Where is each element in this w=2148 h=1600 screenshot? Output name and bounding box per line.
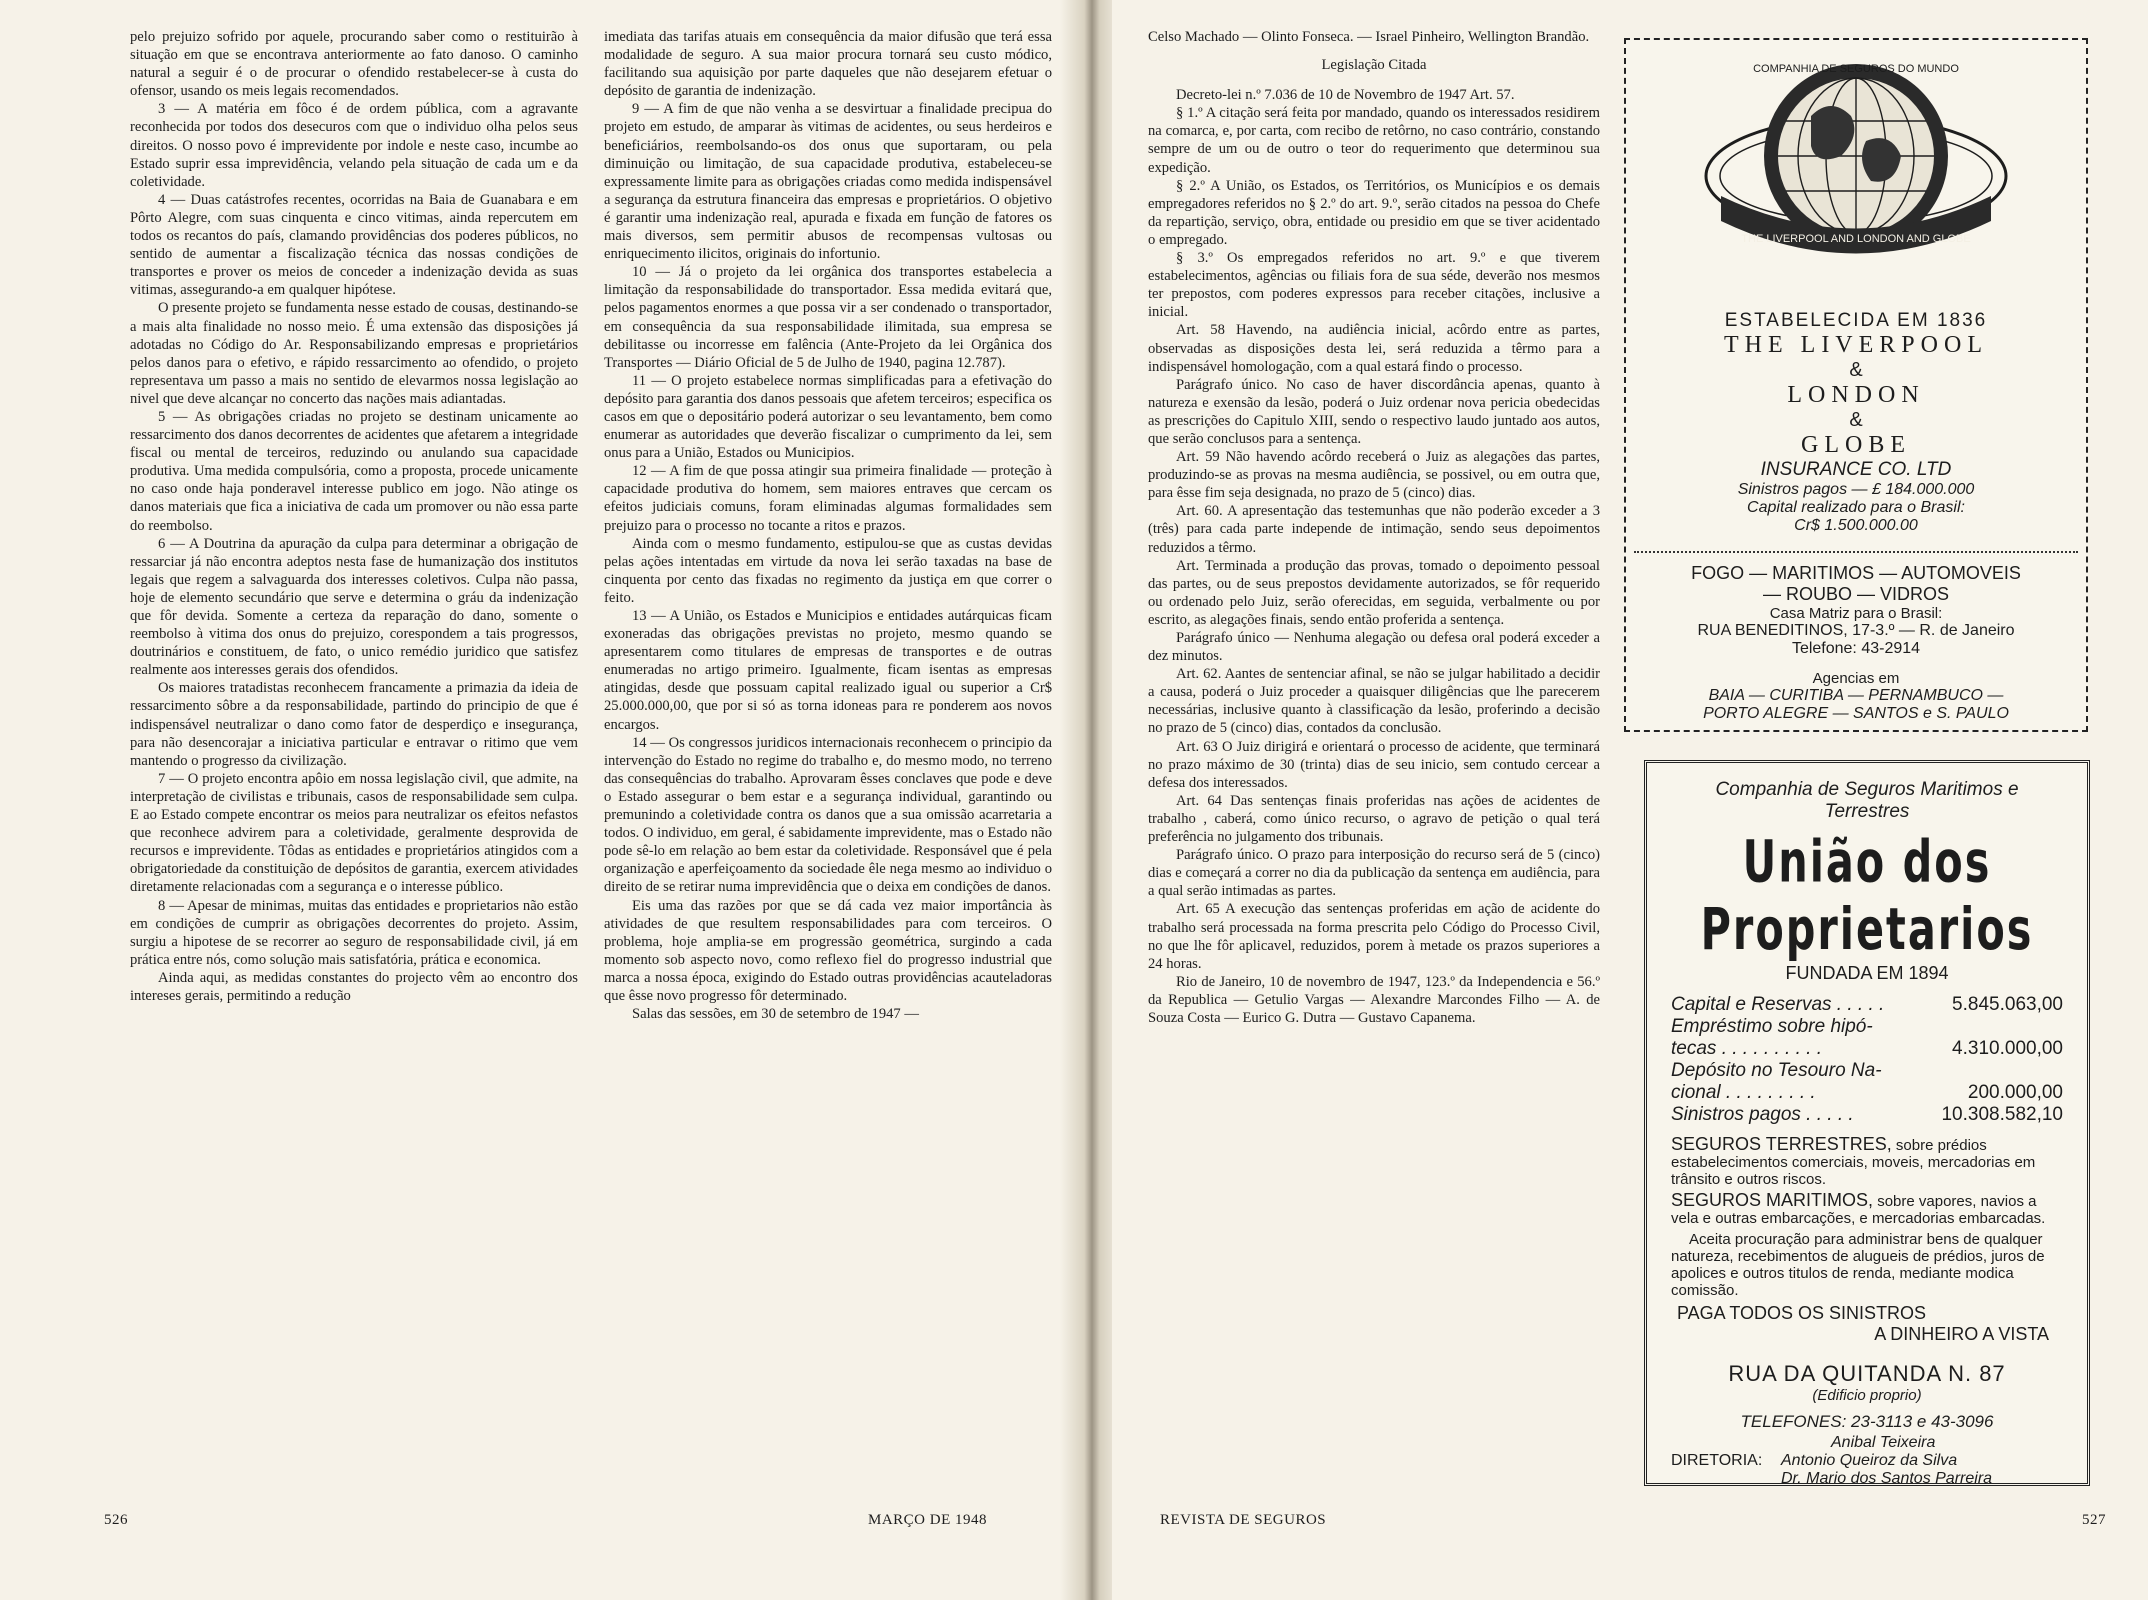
paragraph: 3 — A matéria em fôco é de ordem pública, com a agravante reconhecida por todos dos desecuros com que o individuo olha pelos seus direitos. O nosso povo é imprevidente por indole e neste caso, incumbe ao Estado suprir essa imprevidência, velando pela situação de cada um e da coletividade. bbox=[130, 101, 578, 190]
lines-of-business-1: FOGO — MARITIMOS — AUTOMOVEIS bbox=[1691, 563, 2021, 583]
paragraph: Ainda com o mesmo fundamento, estipulou-se que as custas devidas pelas ações intentadas em virtude da nova lei serão taxadas na base de cinquenta por cento das fixadas no regimento da justiça em que correr o feito. bbox=[604, 535, 1052, 606]
street-address: RUA DA QUITANDA N. 87 bbox=[1728, 1361, 2006, 1386]
company-type: INSURANCE CO. LTD bbox=[1760, 459, 1952, 480]
phones: TELEFONES: 23-3113 e 43-3096 bbox=[1740, 1412, 1994, 1431]
financial-value: 5.845.063,00 bbox=[1952, 994, 2063, 1015]
telephone: Telefone: 43-2914 bbox=[1791, 640, 1921, 657]
financial-row bbox=[1671, 1016, 2063, 1038]
globe-ribbon-top: COMPANHIA DE SEGUROS DO MUNDO bbox=[1753, 63, 1959, 75]
board-label: DIRETORIA: bbox=[1671, 1452, 1763, 1469]
law-paragraph: Art. 64 Das sentenças finais proferidas nas ações de acidentes de trabalho , caberá, como único recurso, o agravo de petição o qual terá preferência no julgamento dos tribunais. bbox=[1148, 792, 1600, 846]
financial-row bbox=[1671, 1038, 2063, 1060]
financial-label: Sinistros pagos . . . . . bbox=[1671, 1104, 1854, 1125]
ampersand-1: & bbox=[1849, 359, 1863, 381]
law-paragraph: Art. Terminada a produção das provas, tomado o depoimento pessoal das partes, ou de seus prepostos devidamente autorizados, se fôr requerido ou ordenado pelo Juiz, serão oferecidas, em seguida, verbalmente ou por escrito, as alegações finais, sendo então proferida a sentença. bbox=[1148, 557, 1600, 628]
building-note: (Edificio proprio) bbox=[1812, 1387, 1922, 1404]
law-paragraph: § 2.º A União, os Estados, os Territórios, os Municípios e os demais empregadores referidos no § 2.º do art. 9.º, serão citados na pessoa do Chefe da repartição, serviço, obra, entidade ou presidio em que se tiver acidentado o empregado. bbox=[1148, 177, 1600, 248]
agency-cities-1: BAIA — CURITIBA — PERNAMBUCO — bbox=[1708, 687, 2004, 704]
section-title: Legislação Citada bbox=[1321, 57, 1427, 74]
financial-value: 200.000,00 bbox=[1967, 1082, 2063, 1103]
ampersand-2: & bbox=[1849, 409, 1863, 431]
financial-label: tecas . . . . . . . . . . bbox=[1671, 1038, 1822, 1059]
paragraph: 9 — A fim de que não venha a se desvirtuar a finalidade precipua do projeto em estudo, de amparar às vitimas de acidentes, ou seus herdeiros e beneficiários, reembolsando-os dos onus que suportaram, ou pela diminuição ou limitação, de sua capacidade produtiva, estabeleceu-se expressamente limite para as obrigações criadas como medida indispensável a segurança da estrutura financeira das empresas e proprietários. O objetivo é garantir uma indenização real, apurada e fixada em função de fatores os mais diversos, sem permitir abusos de recompensas vultosas ou enriquecimento ilicitos, originais do infortunio. bbox=[604, 101, 1052, 263]
law-paragraph: Art. 63 O Juiz dirigirá e orientará o processo de acidente, que terminará no prazo máximo de 30 (trinta) dias de seu inicio, sem contudo cercear a defesa dos interessados. bbox=[1148, 738, 1600, 791]
uniao-ad bbox=[1644, 760, 2090, 1486]
left-column-1 bbox=[130, 28, 578, 1005]
paragraph: 10 — Já o projeto da lei orgânica dos transportes estabelecia a limitação da responsabilidade do transportador. Essa medida evitará que, pelos pagamentos enormes a que possa vir a ser condenado o transportador, em consequência da sua responsabilidade ilimitada, sua empresa se debilitasse ou incorresse em falência (Ante-Projeto da lei Orgânica dos Transportes — Diário Oficial de 5 de Julho de 1940, pagina 12.787). bbox=[604, 264, 1052, 371]
financial-label: cional . . . . . . . . . bbox=[1671, 1082, 1816, 1103]
law-paragraph: Art. 62. Aantes de sentenciar afinal, se não se julgar habilitado a decidir a causa, poderá o Juiz proceder a quaisquer diligências que lhe parecerem necessárias, inclusive quanto à classificação da lesão, proferindo a decisão no prazo de 5 (cinco) dias, contados da conclusão. bbox=[1148, 666, 1600, 737]
financial-row bbox=[1671, 1082, 2063, 1104]
terrestres-heading: SEGUROS TERRESTRES, bbox=[1671, 1134, 1892, 1154]
law-paragraph: Art. 58 Havendo, na audiência inicial, acôrdo entre as partes, observadas as disposições desta lei, será reduzida a têrmo para a indispensável homologação, com a qual estará findo o processo. bbox=[1148, 322, 1600, 375]
running-header: REVISTA DE SEGUROS bbox=[1160, 1512, 1327, 1528]
financial-label: Depósito no Tesouro Na- bbox=[1671, 1060, 1882, 1081]
director-2: Antonio Queiroz da Silva bbox=[1781, 1452, 1958, 1469]
paragraph: Eis uma das razões por que se dá cada vez maior importância às atividades de que resultem responsabilidades para com terceiros. O problema, hoje amplia-se em progressão geométrica, surgindo a cada momento sob aspecto novo, como reflexo fiel do progresso industrial que marca a nossa época, exigindo do Estado outras providências acauteladoras que êsse novo progresso fôr determinado. bbox=[604, 897, 1052, 1004]
law-paragraph: § 3.º Os empregados referidos no art. 9.º e que tiverem estabelecimentos, agências ou filiais fora de sua séde, deverão nos mesmos ter prepostos, com poderes expressos para receber citações, inclusive a inicial. bbox=[1148, 250, 1600, 321]
footer-date: MARÇO DE 1948 bbox=[868, 1512, 988, 1528]
paragraph: 13 — A União, os Estados e Municipios e entidades autárquicas ficam exoneradas das obrigações previstas no projeto, mesmo quando se apresentarem como titulares de empresas de transportes e de outras enumeradas no artigo primeiro. Igualmente, ficam isentas as empresas atingidas, desde que possuam capital realizado igual ou superior a Cr$ 25.000.000,00, que por si só as torna idoneas para re ponderem aos novos encargos. bbox=[604, 608, 1052, 733]
paragraph: Ainda aqui, as medidas constantes do projecto vêm ao encontro dos intereses gerais, permitindo a redução bbox=[130, 969, 578, 1004]
paragraph: 12 — A fim de que possa atingir sua primeira finalidade — proteção à capacidade produtiva do homem, sem maiores entraves que cercam os efeitos judiciais comuns, foram eliminadas algumas formalidades sem prejuizo para o processo no tocante a ritos e prazos. bbox=[604, 463, 1052, 534]
left-page bbox=[0, 0, 1072, 1600]
capital-value: Cr$ 1.500.000.00 bbox=[1794, 517, 1918, 534]
pays-claims: PAGA TODOS OS SINISTROS bbox=[1677, 1303, 1927, 1323]
agency-cities-2: PORTO ALEGRE — SANTOS e S. PAULO bbox=[1703, 705, 2009, 722]
financial-value: 10.308.582,10 bbox=[1941, 1104, 2063, 1125]
page-number-right: 527 bbox=[2082, 1512, 2106, 1528]
paragraph: 7 — O projeto encontra apôio em nossa legislação civil, que admite, na interpretação de civilistas e tribunais, casos de responsabilidade sem culpa. E ao Estado compete encontrar os meios para neutralizar os efeitos nefastos que reconhece advirem para a coletividade, geralmente desprovida de recursos e imprevidente. Tôdas as entidades e proprietários atingidos com a obrigatoriedade da constituição de depósitos de garantia, exercem atividades diretamente relacionadas com a segurança e o interesse público. bbox=[130, 770, 578, 896]
financial-label: Empréstimo sobre hipó- bbox=[1671, 1016, 1873, 1037]
paragraph: Salas das sessões, em 30 de setembro de 1947 — bbox=[632, 1006, 919, 1023]
maritimos-text: sobre vapores, navios a vela e outras embarcações, e mercadorias embarcadas. bbox=[1671, 1193, 2046, 1227]
agencies-label: Agencias em bbox=[1812, 670, 1900, 687]
right-column-text bbox=[1148, 28, 1600, 1027]
cash-line: A DINHEIRO A VISTA bbox=[1874, 1324, 2049, 1344]
paragraph: 8 — Apesar de minimas, muitas das entidades e proprietarios não estão em condições de cumprir as obrigações decorrentes do projeto. Assim, surgiu a hipotese de se recorrer ao seguro de responsabilidade civil, já em prática entre nós, como solução mais satisfatória, prática e economica. bbox=[130, 897, 578, 968]
procuracao-text: Aceita procuração para administrar bens de qualquer natureza, recebimentos de alugueis de prédios, juros de apolices e outros titulos de renda, mediante modica comissão. bbox=[1671, 1231, 2045, 1299]
maritimos-heading: SEGUROS MARITIMOS, bbox=[1671, 1190, 1874, 1210]
globe-ribbon-bottom: THE LIVERPOOL AND LONDON AND GLOBE bbox=[1741, 233, 1971, 245]
company-name-1: THE LIVERPOOL bbox=[1724, 332, 1988, 358]
financial-table bbox=[1671, 994, 2063, 1126]
maritimos-block bbox=[1671, 1192, 2063, 1227]
head-office-label: Casa Matriz para o Brasil: bbox=[1769, 605, 1943, 622]
left-column-2 bbox=[604, 28, 1052, 1023]
law-paragraph: Art. 65 A execução das sentenças proferidas em ação de acidente do trabalho será processada na forma prescrita pelo Código do Processo Civil, no que lhe fôr aplicavel, reduzidos, porem à metade os prazos superiores a 24 horas. bbox=[1148, 901, 1600, 972]
financial-value: 4.310.000,00 bbox=[1952, 1038, 2063, 1059]
page-number-left: 526 bbox=[104, 1512, 128, 1528]
company-desc-2: Terrestres bbox=[1824, 801, 1910, 822]
liverpool-ad bbox=[1624, 38, 2088, 732]
paragraph: 14 — Os congressos juridicos internacionais reconhecem o principio da intervenção do Estado no regime do trabalho e, do mesmo modo, no terreno das consequências do trabalho. Aprovaram êsses conclaves que pode e deve o Estado assegurar o bem estar e a segurança individual, garantindo ou premunindo a coletividade contra os danos que a sua omissão acarretaria a todos. O individuo, em geral, é sabidamente imprevidente, mas o Estado não pode sê-lo em relação ao bem estar da coletividade. Responsável que é pela organização e aperfeiçoamento da sociedade êle nega mesmo ao individuo o direito de se retirar numa imprevidência que o deixa em condições de danos. bbox=[604, 734, 1052, 896]
company-name-2: LONDON bbox=[1787, 382, 1925, 408]
company-desc-1: Companhia de Seguros Maritimos e bbox=[1715, 779, 2019, 800]
paragraph: 6 — A Doutrina da apuração da culpa para determinar a obrigação de ressarciar já não encontra adeptos nesta fase de humanização dos institutos legais que regem a salvaguarda dos interesses coletivos. Culpa não passa, hoje de elemento secundário que serve e determina o gráu da indenização que fôr devida. Somente a certeza da reparação do dano, somente o reembolso à vitima dos onus do prejuizo, corespondem a tais progressos, doutrinários e constituem, de fato, o unico remédio juridico que satisfez realmente aos interesses gerais dos ofendidos. bbox=[130, 535, 578, 679]
signatories: Celso Machado — Olinto Fonseca. — Israel Pinheiro, Wellington Brandão. bbox=[1148, 29, 1590, 45]
financial-label: Capital e Reservas . . . . . bbox=[1671, 994, 1885, 1015]
lines-of-business-2: — ROUBO — VIDROS bbox=[1762, 584, 1950, 604]
paragraph: 4 — Duas catástrofes recentes, ocorridas na Baia de Guanabara e em Pôrto Alegre, com suas cinquenta e cinco vitimas, ainda repercutem em todos os recantos do país, clamando providências dos poderes públicos, no sentido de aumentar a fiscalização técnica das nossas condições de transportes e prover os meios de conceder a indenização devida as suas vitimas, assegurando-a em qualquer hipótese. bbox=[130, 191, 578, 299]
law-paragraph: Parágrafo único. O prazo para interposição do recurso será de 5 (cinco) dias e começará a correr no dia da publicação da sentença em audiência, para a qual serão intimadas as partes. bbox=[1148, 847, 1600, 900]
founded-line: FUNDADA EM 1894 bbox=[1785, 963, 1949, 983]
capital-label: Capital realizado para o Brasil: bbox=[1747, 499, 1965, 516]
paragraph: O presente projeto se fundamenta nesse estado de cousas, destinando-se a mais alta finalidade no nosso meio. É uma extensão das disposições já adotadas no Código do Ar. Responsabilizando empresas e proprietários pelos danos para o efetivo, e rápido ressarcimento ao ofendido, o projeto representava um passo a mais no sentido de elevarmos nossa legislação ao nivel que deve alcançar no concerto das nações mais adiantadas. bbox=[130, 300, 578, 407]
address: RUA BENEDITINOS, 17-3.º — R. de Janeiro bbox=[1697, 622, 2015, 639]
company-name-3: GLOBE bbox=[1801, 432, 1911, 458]
company-title: União dos Proprietarios bbox=[1700, 827, 2034, 963]
law-paragraph: § 1.º A citação será feita por mandado, quando os interessados residirem na comarca, e, por carta, com recibo de retôrno, no caso contrário, constando sempre de um ou de outro o teor do requerimento que determinou sua expedição. bbox=[1148, 105, 1600, 176]
terrestres-text: sobre prédios estabelecimentos comerciais, moveis, mercadorias em trânsito e outros riscos. bbox=[1671, 1137, 2036, 1188]
decree-ref: Decreto-lei n.º 7.036 de 10 de Novembro de 1947 Art. 57. bbox=[1176, 87, 1515, 104]
established-line: ESTABELECIDA EM 1836 bbox=[1724, 310, 1988, 331]
globe-emblem-icon bbox=[1691, 46, 2021, 296]
law-paragraph: Art. 60. A apresentação das testemunhas que não poderão exceder a 3 (três) para cada parte independe de intimação, sendo seus depoimentos reduzidos a têrmo. bbox=[1148, 503, 1600, 556]
financial-row bbox=[1671, 1104, 2063, 1126]
ad-divider bbox=[1634, 551, 2078, 553]
terrestres-block bbox=[1671, 1136, 2063, 1188]
law-paragraph: Art. 59 Não havendo acôrdo receberá o Juiz as alegações das partes, produzindo-se as provas na mesma audiência, se possivel, ou em outra que, para êsse fim seja designada, no prazo de 5 (cinco) dias. bbox=[1148, 449, 1600, 502]
paragraph: Os maiores tratadistas reconhecem francamente a primazia da ideia de ressarcimento sôbre a da responsabilidade, partindo do principio de que é indispensável neutralizar o dano como fator de desperdiço e insegurança, para não desencorajar a iniciativa particular e entravar o ritimo que vem mantendo o progresso da civilização. bbox=[130, 680, 578, 769]
financial-row bbox=[1671, 994, 2063, 1016]
board bbox=[1671, 1434, 2063, 1488]
director-3: Dr. Mario dos Santos Parreira bbox=[1781, 1470, 1993, 1487]
paragraph: imediata das tarifas atuais em consequência da maior difusão que terá essa modalidade de seguro. A sua maior procura tornará seu custo módico, facilitando sua aquisição por parte daqueles que não desejarem efetuar o depósito de garantia de indenização. bbox=[604, 29, 1052, 100]
claims-paid: Sinistros pagos — £ 184.000.000 bbox=[1737, 481, 1975, 498]
law-paragraph: Parágrafo único — Nenhuma alegação ou defesa oral poderá exceder a dez minutos. bbox=[1148, 630, 1600, 665]
financial-row bbox=[1671, 1060, 2063, 1082]
law-paragraph: Rio de Janeiro, 10 de novembro de 1947, 123.º da Independencia e 56.º da Republica — Getulio Vargas — Alexandre Marcondes Filho — A. de Souza Costa — Eurico G. Dutra — Gustavo Capanema. bbox=[1148, 973, 1600, 1026]
director-1: Anibal Teixeira bbox=[1831, 1434, 1936, 1451]
paragraph: 5 — As obrigações criadas no projeto se destinam unicamente ao ressarcimento dos danos decorrentes de acidentes que afetarem a integridade fiscal ou mental de terceiros, reduzindo ou anulando sua capacidade produtiva. Uma medida compulsória, como a proposta, procede unicamente no caso onde haja ponderavel interesse publico em jogo. Não atinge os danos materiais que fica a iniciativa de cada um promover ou não essa parte do reembolso. bbox=[130, 408, 578, 534]
law-paragraph: Parágrafo único. No caso de haver discordância apenas, quanto à natureza e exensão da lesão, poderá o Juiz ordenar nova pericia obedecidas as prescrições do Capitulo XIII, sendo o respectivo laudo juntado aos autos, que serão conclusos para a sentença. bbox=[1148, 376, 1600, 447]
paragraph: 11 — O projeto estabelece normas simplificadas para a efetivação do depósito para garantia dos danos pessoais que afetem terceiros; especifica os casos em que o depositário poderá autorizar o seu levantamento, bem como enumerar as autoridades que deverão fiscalizar o cumprimento da lei, sem onus para a União, Estados ou Municipios. bbox=[604, 372, 1052, 462]
paragraph: pelo prejuizo sofrido por aquele, procurando saber como o restituirão à situação em que se encontrava anteriormente ao fato danoso. O caminho natural a seguir é o de procurar o ofendido restabelecer-se à custa do ofensor, usando os meis legais recomendados. bbox=[130, 29, 578, 100]
